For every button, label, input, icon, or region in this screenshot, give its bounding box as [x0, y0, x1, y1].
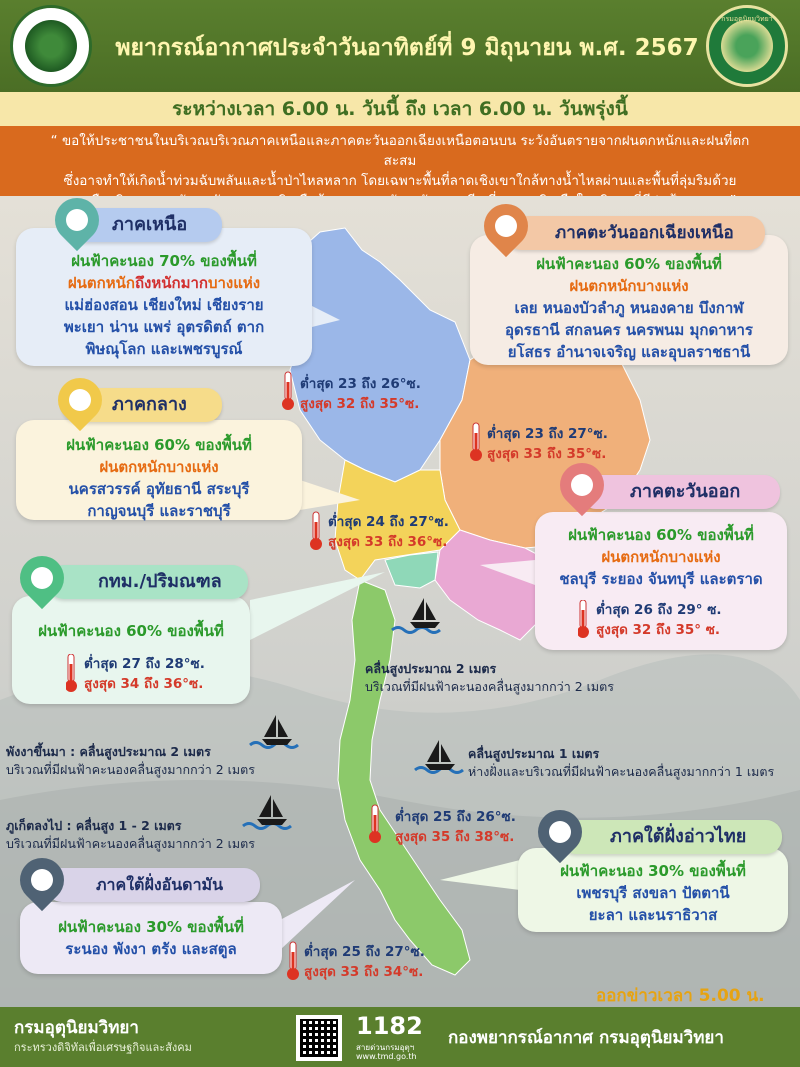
wave-info-gulf-upper: คลื่นสูงประมาณ 2 เมตร บริเวณที่มีฝนฟ้าคะนองคลื่นสูงมากกว่า 2 เมตร — [365, 661, 614, 694]
central-callout — [16, 420, 302, 520]
north-rain: ฝนฟ้าคะนอง 70% ของพื้นที่ — [71, 252, 257, 270]
header-bar — [0, 0, 800, 92]
central-rain: ฝนฟ้าคะนอง 60% ของพื้นที่ — [66, 436, 252, 454]
south-gulf-areas: เพชรบุรี สงขลา ปัตตานี — [576, 884, 730, 902]
north-callout — [16, 228, 312, 366]
wave-info-gulf-south: คลื่นสูงประมาณ 1 เมตร ห่างฝั่งและบริเวณที่มีฝนฟ้าคะนองคลื่นสูงมากกว่า 1 เมตร — [468, 746, 775, 779]
central-label: ภาคกลาง — [62, 388, 222, 422]
south-gulf-rain: ฝนฟ้าคะนอง 30% ของพื้นที่ — [560, 862, 746, 880]
central-areas: นครสวรรค์ อุทัยธานี สระบุรี — [68, 480, 250, 498]
south-andaman-label: ภาคใต้ฝั่งอันดามัน — [46, 868, 260, 902]
warning-line: “ ขอให้ประชาชนในบริเวณบริเวณภาคเหนือและภาคตะวันออกเฉียงเหนือตอนบน ระวังอันตรายจากฝนตกหนักและฝนที่ตกสะสม — [50, 133, 750, 169]
wave-info-andaman-south: ภูเก็ตลงไป : คลื่นสูง 1 - 2 เมตร บริเวณที่มีฝนฟ้าคะนองคลื่นสูงมากกว่า 2 เมตร — [6, 818, 255, 851]
north-temp: ต่ำสุด 23 ถึง 26°ซ. สูงสุด 32 ถึง 35°ซ. — [300, 376, 421, 412]
north-areas: พิษณุโลก และเพชรบูรณ์ — [85, 340, 243, 358]
south-andaman-temp: ต่ำสุด 25 ถึง 27°ซ. สูงสุด 33 ถึง 34°ซ. — [304, 944, 425, 980]
northeast-label: ภาคตะวันออกเฉียงเหนือ — [505, 216, 765, 250]
south-gulf-label: ภาคใต้ฝั่งอ่าวไทย — [560, 820, 782, 854]
time-range-bar: ระหว่างเวลา 6.00 น. วันนี้ ถึง เวลา 6.00 น. วันพรุ่งนี้ — [0, 92, 800, 126]
northeast-temp: ต่ำสุด 23 ถึง 27°ซ. สูงสุด 33 ถึง 35°ซ. — [487, 426, 608, 462]
east-rain: ฝนฟ้าคะนอง 60% ของพื้นที่ — [568, 526, 754, 544]
qr-code-icon[interactable] — [296, 1015, 342, 1061]
northeast-callout — [470, 235, 788, 365]
northeast-areas: ยโสธร อำนาจเจริญ และอุบลราชธานี — [507, 343, 751, 361]
north-heavy: ฝนตกหนักถึงหนักมากบางแห่ง — [67, 274, 261, 292]
east-heavy: ฝนตกหนักบางแห่ง — [601, 548, 721, 566]
bangkok-label: กทม./ปริมณฑล — [48, 565, 248, 599]
footer-division: กองพยากรณ์อากาศ กรมอุตุนิยมวิทยา — [448, 1028, 724, 1048]
wave-info-andaman-north: พังงาขึ้นมา : คลื่นสูงประมาณ 2 เมตร บริเวณที่มีฝนฟ้าคะนองคลื่นสูงมากกว่า 2 เมตร — [6, 744, 255, 777]
ministry-logo — [10, 5, 92, 87]
north-areas: แม่ฮ่องสอน เชียงใหม่ เชียงราย — [64, 296, 264, 314]
warning-banner — [0, 126, 800, 196]
bangkok-temp: ต่ำสุด 27 ถึง 28°ซ. สูงสุด 34 ถึง 36°ซ. — [84, 656, 205, 692]
north-label: ภาคเหนือ — [62, 208, 222, 242]
central-heavy: ฝนตกหนักบางแห่ง — [99, 458, 219, 476]
central-areas: กาญจนบุรี และราชบุรี — [87, 502, 231, 520]
central-temp: ต่ำสุด 24 ถึง 27°ซ. สูงสุด 33 ถึง 36°ซ. — [328, 514, 449, 550]
hotline-label: สายด่วนกรมอุตุฯ — [356, 1043, 415, 1052]
footer-dept: กรมอุตุนิยมวิทยา — [14, 1018, 139, 1038]
northeast-areas: เลย หนองบัวลำภู หนองคาย บึงกาฬ — [514, 299, 744, 317]
bangkok-rain: ฝนฟ้าคะนอง 60% ของพื้นที่ — [38, 622, 224, 640]
thermometer-icon — [578, 600, 592, 644]
east-label: ภาคตะวันออก — [580, 475, 780, 509]
hotline-number: 1182 — [356, 1012, 423, 1040]
footer-ministry: กระทรวงดิจิทัลเพื่อเศรษฐกิจและสังคม — [14, 1041, 192, 1054]
northeast-heavy: ฝนตกหนักบางแห่ง — [569, 277, 689, 295]
north-areas: พะเยา น่าน แพร่ อุตรดิตถ์ ตาก — [63, 318, 265, 336]
page-title: พยากรณ์อากาศประจำวันอาทิตย์ที่ 9 มิถุนายน พ.ศ. 2567 — [115, 35, 699, 61]
issue-time: ออกข่าวเวลา 5.00 น. — [596, 986, 765, 1006]
northeast-areas: อุดรธานี สกลนคร นครพนม มุกดาหาร — [505, 321, 753, 339]
south-andaman-rain: ฝนฟ้าคะนอง 30% ของพื้นที่ — [58, 918, 244, 936]
south-gulf-temp: ต่ำสุด 25 ถึง 26°ซ. สูงสุด 35 ถึง 38°ซ. — [395, 809, 516, 845]
thermometer-icon — [66, 654, 80, 698]
south-gulf-areas: ยะลา และนราธิวาส — [588, 906, 718, 924]
northeast-rain: ฝนฟ้าคะนอง 60% ของพื้นที่ — [536, 255, 722, 273]
east-areas: ชลบุรี ระยอง จันทบุรี และตราด — [559, 570, 763, 588]
warning-line: ซึ่งอาจทำให้เกิดน้ำท่วมฉับพลันและน้ำป่าไหลหลาก โดยเฉพาะพื้นที่ลาดเชิงเขาใกล้ทางน้ำไหลผ่านและพื้นที่ลุ่มริมด้วย — [63, 173, 737, 189]
website-link[interactable]: www.tmd.go.th — [356, 1052, 417, 1061]
south-andaman-callout — [20, 902, 282, 974]
east-temp: ต่ำสุด 26 ถึง 29° ซ. สูงสุด 32 ถึง 35° ซ. — [596, 602, 722, 638]
tmd-logo: กรมอุตุนิยมวิทยา — [706, 5, 788, 87]
south-andaman-areas: ระนอง พังงา ตรัง และสตูล — [65, 940, 237, 958]
